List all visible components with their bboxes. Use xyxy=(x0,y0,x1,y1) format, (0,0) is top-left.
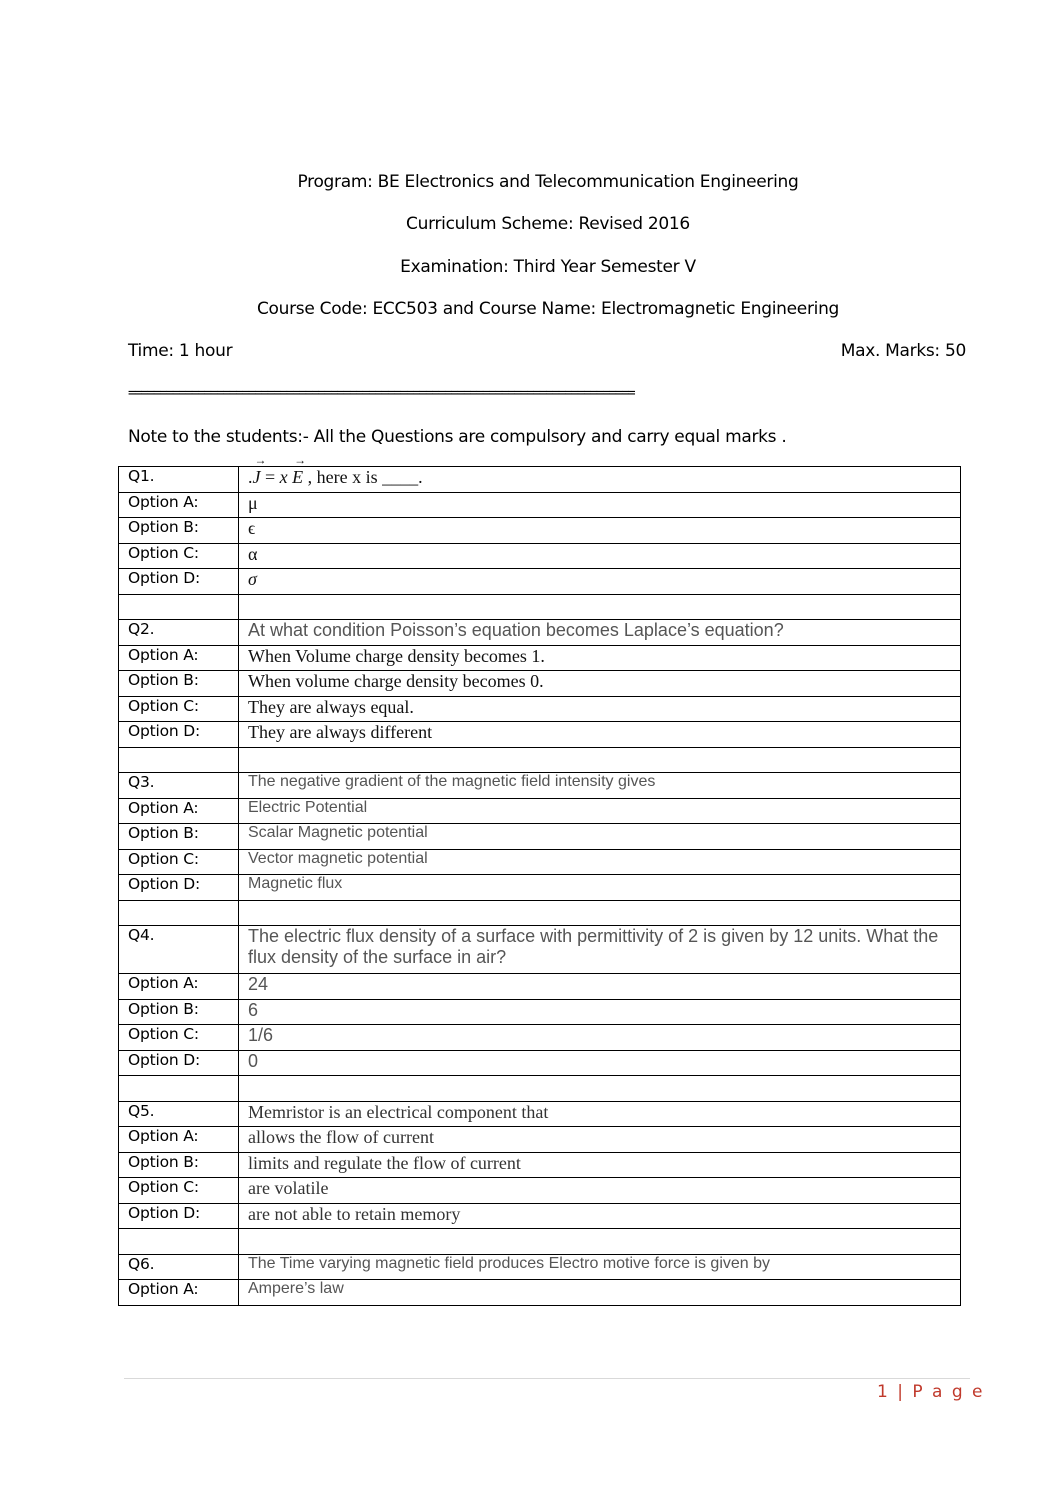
question-row xyxy=(119,926,961,974)
option-row xyxy=(119,543,961,569)
option-label: Option C: xyxy=(119,1025,239,1051)
option-label: Option B: xyxy=(119,1152,239,1178)
option-text: limits and regulate the flow of current xyxy=(239,1152,961,1178)
question-number: Q1. xyxy=(119,467,239,493)
option-row xyxy=(119,1127,961,1153)
option-row xyxy=(119,974,961,1000)
option-label: Option A: xyxy=(119,974,239,1000)
question-table xyxy=(118,453,961,1306)
option-row xyxy=(119,1025,961,1051)
option-label: Option C: xyxy=(119,849,239,875)
option-label: Option C: xyxy=(119,543,239,569)
formula-dot: . xyxy=(248,467,253,487)
question-number: Q2. xyxy=(119,620,239,646)
question-row xyxy=(119,1101,961,1127)
formula-equals: = xyxy=(260,467,280,487)
option-row xyxy=(119,875,961,901)
option-label: Option A: xyxy=(119,1280,239,1306)
option-text: 0 xyxy=(239,1050,961,1076)
option-row xyxy=(119,696,961,722)
vector-j xyxy=(252,453,267,487)
option-row xyxy=(119,798,961,824)
question-row xyxy=(119,620,961,646)
formula-x: x xyxy=(279,467,288,487)
option-text: 24 xyxy=(239,974,961,1000)
course-line: Course Code: ECC503 and Course Name: Electromagnetic Engineering xyxy=(256,299,840,319)
question-number: Q3. xyxy=(119,773,239,799)
option-text: Scalar Magnetic potential xyxy=(239,824,961,850)
option-text: are not able to retain memory xyxy=(239,1203,961,1229)
option-text: 6 xyxy=(239,999,961,1025)
option-row xyxy=(119,492,961,518)
option-label: Option C: xyxy=(119,696,239,722)
option-row xyxy=(119,518,961,544)
option-text: Electric Potential xyxy=(239,798,961,824)
option-label: Option B: xyxy=(119,824,239,850)
option-row xyxy=(119,722,961,748)
option-row xyxy=(119,645,961,671)
option-label: Option D: xyxy=(119,1203,239,1229)
option-text: μ xyxy=(239,492,961,518)
option-label: Option A: xyxy=(119,645,239,671)
option-row xyxy=(119,1152,961,1178)
spacer-row xyxy=(119,1076,961,1102)
option-label: Option B: xyxy=(119,518,239,544)
footer-divider xyxy=(124,1378,970,1379)
option-row xyxy=(119,1178,961,1204)
vector-arrow-icon: → xyxy=(294,453,307,467)
option-label: Option B: xyxy=(119,999,239,1025)
option-text: are volatile xyxy=(239,1178,961,1204)
option-text: α xyxy=(239,543,961,569)
option-text: ϵ xyxy=(239,518,961,544)
option-text: Vector magnetic potential xyxy=(239,849,961,875)
spacer-row xyxy=(119,900,961,926)
option-row xyxy=(119,999,961,1025)
question-text: The Time varying magnetic field produces Electro motive force is given by xyxy=(239,1254,961,1280)
option-row xyxy=(119,849,961,875)
option-row xyxy=(119,1203,961,1229)
question-number: Q6. xyxy=(119,1254,239,1280)
option-text: 1/6 xyxy=(239,1025,961,1051)
option-row xyxy=(119,1280,961,1306)
question-text: Memristor is an electrical component that xyxy=(239,1101,961,1127)
question-row xyxy=(119,1254,961,1280)
max-marks-label: Max. Marks: 50 xyxy=(840,341,966,361)
option-row xyxy=(119,671,961,697)
examination-line: Examination: Third Year Semester V xyxy=(400,257,696,277)
students-note: Note to the students:- All the Questions are compulsory and carry equal marks . xyxy=(128,427,787,447)
question-number: Q4. xyxy=(119,926,239,974)
spacer-row xyxy=(119,594,961,620)
option-text: allows the flow of current xyxy=(239,1127,961,1153)
option-label: Option D: xyxy=(119,875,239,901)
question-text: The negative gradient of the magnetic field intensity gives xyxy=(239,773,961,799)
question-row xyxy=(119,467,961,493)
option-row xyxy=(119,569,961,595)
option-label: Option D: xyxy=(119,569,239,595)
option-text: When volume charge density becomes 0. xyxy=(239,671,961,697)
option-label: Option D: xyxy=(119,1050,239,1076)
option-label: Option D: xyxy=(119,722,239,748)
option-label: Option A: xyxy=(119,492,239,518)
page-number: 1 | P a g e xyxy=(877,1382,985,1402)
option-row xyxy=(119,824,961,850)
spacer-row xyxy=(119,1229,961,1255)
separator-rule: ================================================================================ xyxy=(128,386,635,401)
formula-rest: , here x is ____. xyxy=(303,467,423,487)
spacer-row xyxy=(119,747,961,773)
vector-arrow-icon: → xyxy=(254,453,267,467)
question-text: The electric flux density of a surface with permittivity of 2 is given by 12 units. What the flux density of the surface in air? xyxy=(239,926,961,974)
program-line: Program: BE Electronics and Telecommunication Engineering xyxy=(297,172,799,192)
question-text: At what condition Poisson’s equation becomes Laplace’s equation? xyxy=(239,620,961,646)
vector-e-symbol: E xyxy=(292,467,304,487)
option-text: Ampere’s law xyxy=(239,1280,961,1306)
question-text xyxy=(239,453,961,493)
option-text: They are always different xyxy=(239,722,961,748)
time-label: Time: 1 hour xyxy=(128,341,233,361)
option-label: Option A: xyxy=(119,1127,239,1153)
option-text: Magnetic flux xyxy=(239,875,961,901)
option-label: Option A: xyxy=(119,798,239,824)
curriculum-line: Curriculum Scheme: Revised 2016 xyxy=(406,214,690,234)
vector-j-symbol: J xyxy=(252,467,261,487)
option-label: Option B: xyxy=(119,671,239,697)
option-text: They are always equal. xyxy=(239,696,961,722)
question-row xyxy=(119,773,961,799)
vector-e xyxy=(292,453,307,487)
option-label: Option C: xyxy=(119,1178,239,1204)
option-text: When Volume charge density becomes 1. xyxy=(239,645,961,671)
option-row xyxy=(119,1050,961,1076)
question-number: Q5. xyxy=(119,1101,239,1127)
option-text: σ xyxy=(239,569,961,595)
